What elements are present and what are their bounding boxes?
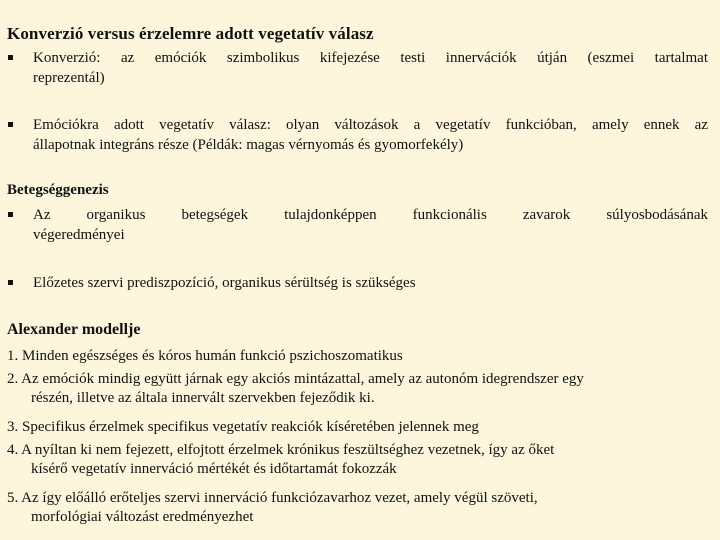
item-text-line: morfológiai változást eredményezhet	[31, 509, 254, 525]
bullet-text-line: végeredményei	[33, 227, 125, 243]
item-text-line: 3. Specifikus érzelmek specifikus vegetatív reakciók kíséretében jelennek meg	[7, 419, 479, 435]
bullet-text-line: reprezentál)	[33, 70, 105, 86]
bullet-text-line: Előzetes szervi prediszpozíció, organikus sérültség is szükséges	[33, 275, 416, 291]
numbered-item	[7, 347, 706, 366]
numbered-item	[7, 418, 706, 437]
numbered-item	[7, 489, 706, 527]
item-text-line: 1. Minden egészséges és kóros humán funkció pszichoszomatikus	[7, 348, 403, 364]
section-heading: Alexander modellje	[7, 321, 141, 338]
item-text-line: részén, illetve az általa innervált szervekben fejeződik ki.	[31, 390, 375, 406]
square-bullet-icon	[8, 280, 13, 285]
numbered-item	[7, 370, 706, 408]
bullet-text-line: Emóciókra adott vegetatív válasz: olyan változások a vegetatív funkcióban, amely ennek az	[33, 117, 708, 133]
section-heading: Betegséggenezis	[7, 182, 109, 198]
item-text-line: kísérő vegetatív innerváció mértékét és időtartamát fokozzák	[31, 461, 397, 477]
bullet-text-line: Az organikus betegségek tulajdonképpen funkcionális zavarok súlyosbodásának	[33, 207, 708, 223]
square-bullet-icon	[8, 122, 13, 127]
bullet-text-line: állapotnak integráns része (Példák: magas vérnyomás és gyomorfekély)	[33, 137, 464, 153]
square-bullet-icon	[8, 55, 13, 60]
numbered-item	[7, 441, 706, 479]
square-bullet-icon	[8, 212, 13, 217]
item-text-line: 4. A nyíltan ki nem fejezett, elfojtott érzelmek krónikus feszültséghez vezetnek, így az őket	[7, 442, 555, 458]
item-text-line: 2. Az emóciók mindig együtt járnak egy akciós mintázattal, amely az autonóm idegrendszer egy	[7, 371, 584, 387]
item-text-line: 5. Az így előálló erőteljes szervi innerváció funkciózavarhoz vezet, amely végül szöveti,	[7, 490, 538, 506]
slide-title: Konverzió versus érzelemre adott vegetatív válasz	[7, 24, 374, 43]
bullet-text-line: Konverzió: az emóciók szimbolikus kifejezése testi innervációk útján (eszmei tartalmat	[33, 50, 708, 66]
